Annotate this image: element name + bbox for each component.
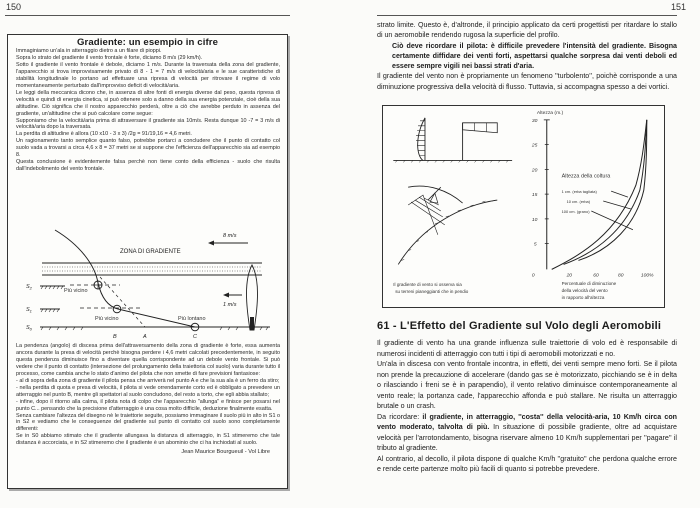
paragraph: Senza cambiare l'altezza del disegno nè le traiettorie seguite, possiamo immaginare il suolo più in alto in S1 o in S2 e vediamo che le conseguenze del gradiente sul punto di contatto col suolo sono completamente differenti: bbox=[16, 412, 280, 433]
paragraph: - infine, dopo il ritorno alla calma, il pilota nota di colpo che l'apparecchio "allunga" e finisce per posarsi nel punto C... pensando che la precisione d'atterraggio è una cosa molto difficile, deduzione finalmente esatta. bbox=[16, 398, 280, 412]
svg-text:0: 0 bbox=[531, 273, 535, 279]
example-box bbox=[7, 34, 288, 489]
paragraph: Sopra lo strato del gradiente il vento frontale è forte, diciamo 8 m/s (29 km/h). bbox=[16, 54, 203, 61]
paragraph: Questa conclusione è evidentemente falsa perchè non tiene conto della efficienza - suolo che risulta dall'indebolimento del vento frontale. bbox=[16, 159, 280, 173]
svg-text:su terreni pianeggianti che in: su terreni pianeggianti che in pendio bbox=[395, 289, 469, 295]
page-number: 151 bbox=[670, 2, 686, 12]
svg-text:S1: $S_1$ bbox=[26, 307, 32, 314]
svg-text:S0: $S_0$ bbox=[26, 325, 32, 332]
paragraph: La perdita di altitudine è allora (10 x10 - 3 x 3) /2g = 91/19,16 = 4,6 metri. bbox=[16, 131, 192, 138]
wind-gradient-chart bbox=[383, 106, 664, 307]
svg-text:100%: 100% bbox=[640, 273, 654, 279]
box-text-top bbox=[8, 48, 287, 173]
svg-text:in rapporto all'altezza: in rapporto all'altezza bbox=[561, 295, 605, 301]
paragraph bbox=[377, 412, 677, 454]
svg-text:5: 5 bbox=[533, 242, 537, 248]
wind-gradient-figure bbox=[382, 105, 665, 308]
paragraph: Al contrario, al decollo, il pilota dispone di qualche Km/h ''gratuito'' che perdona qualche errore e rende certe partenze molto più facili di quanto si potrebbe prevedere. bbox=[377, 454, 677, 473]
paragraph: - al di sopra della zona di gradiente il pilota pensa che arriverà nel punto A e che la sua ala è un ferro da stiro; bbox=[16, 377, 280, 384]
paragraph: Sotto il gradiente il vento frontale è debole, diciamo 1 m/s. Durante la traversata della zona del gradiente, l'apparecchio si trova improvvisamente privato di 8 - 1 = 7 m/s di velocità/aria e le sue caratteristiche di stabilità longitudinale lo portano ad effettuare una ripresa di velocità per ritrovare il regime di volo momentaneamente perturbato dall'improvviso deficit di velocità/aria. bbox=[16, 61, 280, 89]
svg-text:10: 10 bbox=[531, 217, 538, 223]
page-number: 150 bbox=[6, 2, 22, 12]
svg-text:30: 30 bbox=[531, 118, 538, 124]
svg-text:20: 20 bbox=[531, 168, 538, 174]
author-signature: Jean Maurice Bourgueuil - Vol Libre bbox=[181, 449, 270, 456]
svg-text:100 cm. (grano): 100 cm. (grano) bbox=[561, 208, 590, 214]
paragraph: Supponiamo che la velocità/aria prima di attraversare il gradiente sia 10m/s. Resta dunque 10 -7 = 3 m/s di velocità/aria dopo la traversata. bbox=[16, 117, 280, 131]
gradient-zone-diagram bbox=[20, 225, 285, 340]
svg-text:Più vicino: Più vicino bbox=[95, 316, 119, 322]
svg-text:10 cm. (erba): 10 cm. (erba) bbox=[566, 199, 591, 205]
paragraph: - nella perdita di quota e presa di velocità, il pilota si vede orrendamente corto ed è obbligato a prevedere un atterraggio nel punto B, mentre gli spettatori al suolo concludono, del resto a torto, che egli abbia stallato; bbox=[16, 384, 280, 398]
paragraph: Se in S0 abbiamo stimato che il gradiente allungava la distanza di atterraggio, in S1 stimeremo che tale distanza è accorciata, e in S2 stimeremo che il gradiente è un abominio che ci ha inchiodati al suolo. bbox=[16, 433, 280, 447]
svg-text:15: 15 bbox=[531, 193, 538, 199]
svg-text:Il gradiente di vento si osser: Il gradiente di vento si osserva sia bbox=[393, 282, 462, 288]
box-title: Gradiente: un esempio in cifre bbox=[76, 37, 219, 48]
svg-text:80: 80 bbox=[618, 273, 624, 279]
header-rule bbox=[5, 15, 290, 16]
intro-text bbox=[377, 20, 677, 92]
svg-text:Altezza (m.): Altezza (m.) bbox=[536, 110, 564, 116]
section-title: 61 - L'Effetto del Gradiente sul Volo degli Aeromobili bbox=[377, 320, 662, 332]
svg-text:Percentuale di diminuzione: Percentuale di diminuzione bbox=[561, 281, 617, 287]
svg-text:1 m/s: 1 m/s bbox=[223, 302, 237, 308]
svg-text:8 m/s: 8 m/s bbox=[223, 233, 237, 239]
glide-path-illustration bbox=[20, 225, 285, 340]
svg-text:20: 20 bbox=[566, 273, 573, 279]
svg-text:C: C bbox=[193, 334, 197, 340]
paragraph: Un'ala in discesa con vento frontale incontra, in effetti, dei venti sempre meno forti. Se il pilota non prende la precauzione di accelerare (dando gas se è motorizzato, picchiando se è in delta o rilasciando i freni se è in parapendio), il vento relativo diminuisce contemporaneamente al vento reale; la portanza cade, l'apparecchio affonda e può stallare. Ne risulta un atterraggio brutale o un crash. bbox=[377, 360, 677, 410]
section-body bbox=[377, 338, 677, 475]
svg-text:S2: $S_2$ bbox=[26, 284, 32, 291]
svg-text:Più vicino: Più vicino bbox=[64, 288, 88, 294]
paragraph: Un ragionamento tanto semplice quanto falso, potrebbe portarci a concludere che il punto di contatto col suolo vada a trovarsi a circa 4,6 x 8 = 37 metri se si suppone che l'efficienza dell'apparecchio sia ad esempio 8. bbox=[16, 138, 280, 159]
paragraph: strato limite. Questo è, d'altronde, il principio applicato da certi progettisti per ritardare lo stallo di un aeromobile rendendo rugosa la superficie del profilo. bbox=[377, 21, 677, 40]
header-rule bbox=[377, 15, 677, 16]
svg-text:60: 60 bbox=[593, 273, 599, 279]
svg-text:della velocità del vento: della velocità del vento bbox=[561, 288, 608, 294]
box-text-bottom bbox=[8, 343, 287, 456]
paragraph: Immaginiamo un'ala in atterraggio dietro a un filare di pioppi. bbox=[16, 48, 162, 54]
paragraph-rest: In situazione di possibile gradiente, oltre ad acquistare velocità per l'arrotondamento, bisogna riservare almeno 10 Km/h supplementari per ''pagare'' il tributo al gradiente. bbox=[377, 423, 677, 452]
svg-text:ZONA DI GRADIENTE: ZONA DI GRADIENTE bbox=[120, 249, 181, 255]
paragraph: Il gradiente di vento ha una grande influenza sulle traiettorie di volo ed è responsabile di numerosi incidenti di atterraggio con tutti i tipi di aeromobili motorizzati e no. bbox=[377, 339, 677, 358]
right-page bbox=[350, 0, 700, 508]
svg-text:1 cm. (erba tagliata): 1 cm. (erba tagliata) bbox=[561, 189, 597, 195]
svg-text:A: A bbox=[143, 334, 147, 340]
paragraph: Il gradiente del vento non è propriamente un fenomeno ''turbolento'', poichè corrisponde a una diminuzione progressiva della velocità di flusso. Tuttavia, si accompagna spesso a dei vortici. bbox=[377, 72, 677, 91]
paragraph: La pendenza (angolo) di discesa prima dell'attraversamento della zona di gradiente è forte, essa aumenta ancora durante la presa di velocità perchè bisogna perdere i 4,6 metri calcolati precedentemente, in seguito questa pendenza diminuisce fino a diventare quella corrispondente ad un debole vento frontale. Si può vedere che il punto di contatto (intersezione del prolungamento della traiettoria col suolo) varia durante tutto il processo, come cambia anche lo stato d'animo del pilota che non smette di fare previsioni fantasiose: bbox=[16, 343, 280, 377]
paragraph-prefix: Da ricordare: bbox=[377, 412, 423, 421]
warning-paragraph: Ciò deve ricordare il pilota: è difficile prevedere l'intensità del gradiente. Bisogna certamente diffidare dei venti forti, aspettarsi qualche sorpresa dai venti deboli ed essere sempre vigili nei bassi strati d'aria. bbox=[392, 41, 677, 71]
svg-text:Più lontano: Più lontano bbox=[178, 316, 206, 322]
svg-text:Altezza della coltura: Altezza della coltura bbox=[561, 173, 611, 180]
svg-text:B: B bbox=[113, 334, 117, 340]
key-takeaway: il gradiente, in atterraggio, ''costa'' della velocità-aria, 10 Km/h circa con vento moderato, talvolta di più. bbox=[377, 412, 677, 431]
paragraph: Le leggi della meccanica dicono che, in assenza di altre fonti di energia diverse dal peso, questa ripresa di velocità e quindi di energia cinetica, si può ottenere solo a danno della sua energia potenziale, cioè della sua altitudine. Ciò significa che il nostro apparecchio perderà, oltre a ciò che avrebbe perduto in assenza del gradiente, un'altitudine che si può calcolare come segue: bbox=[16, 89, 280, 117]
svg-text:25: 25 bbox=[531, 143, 538, 149]
